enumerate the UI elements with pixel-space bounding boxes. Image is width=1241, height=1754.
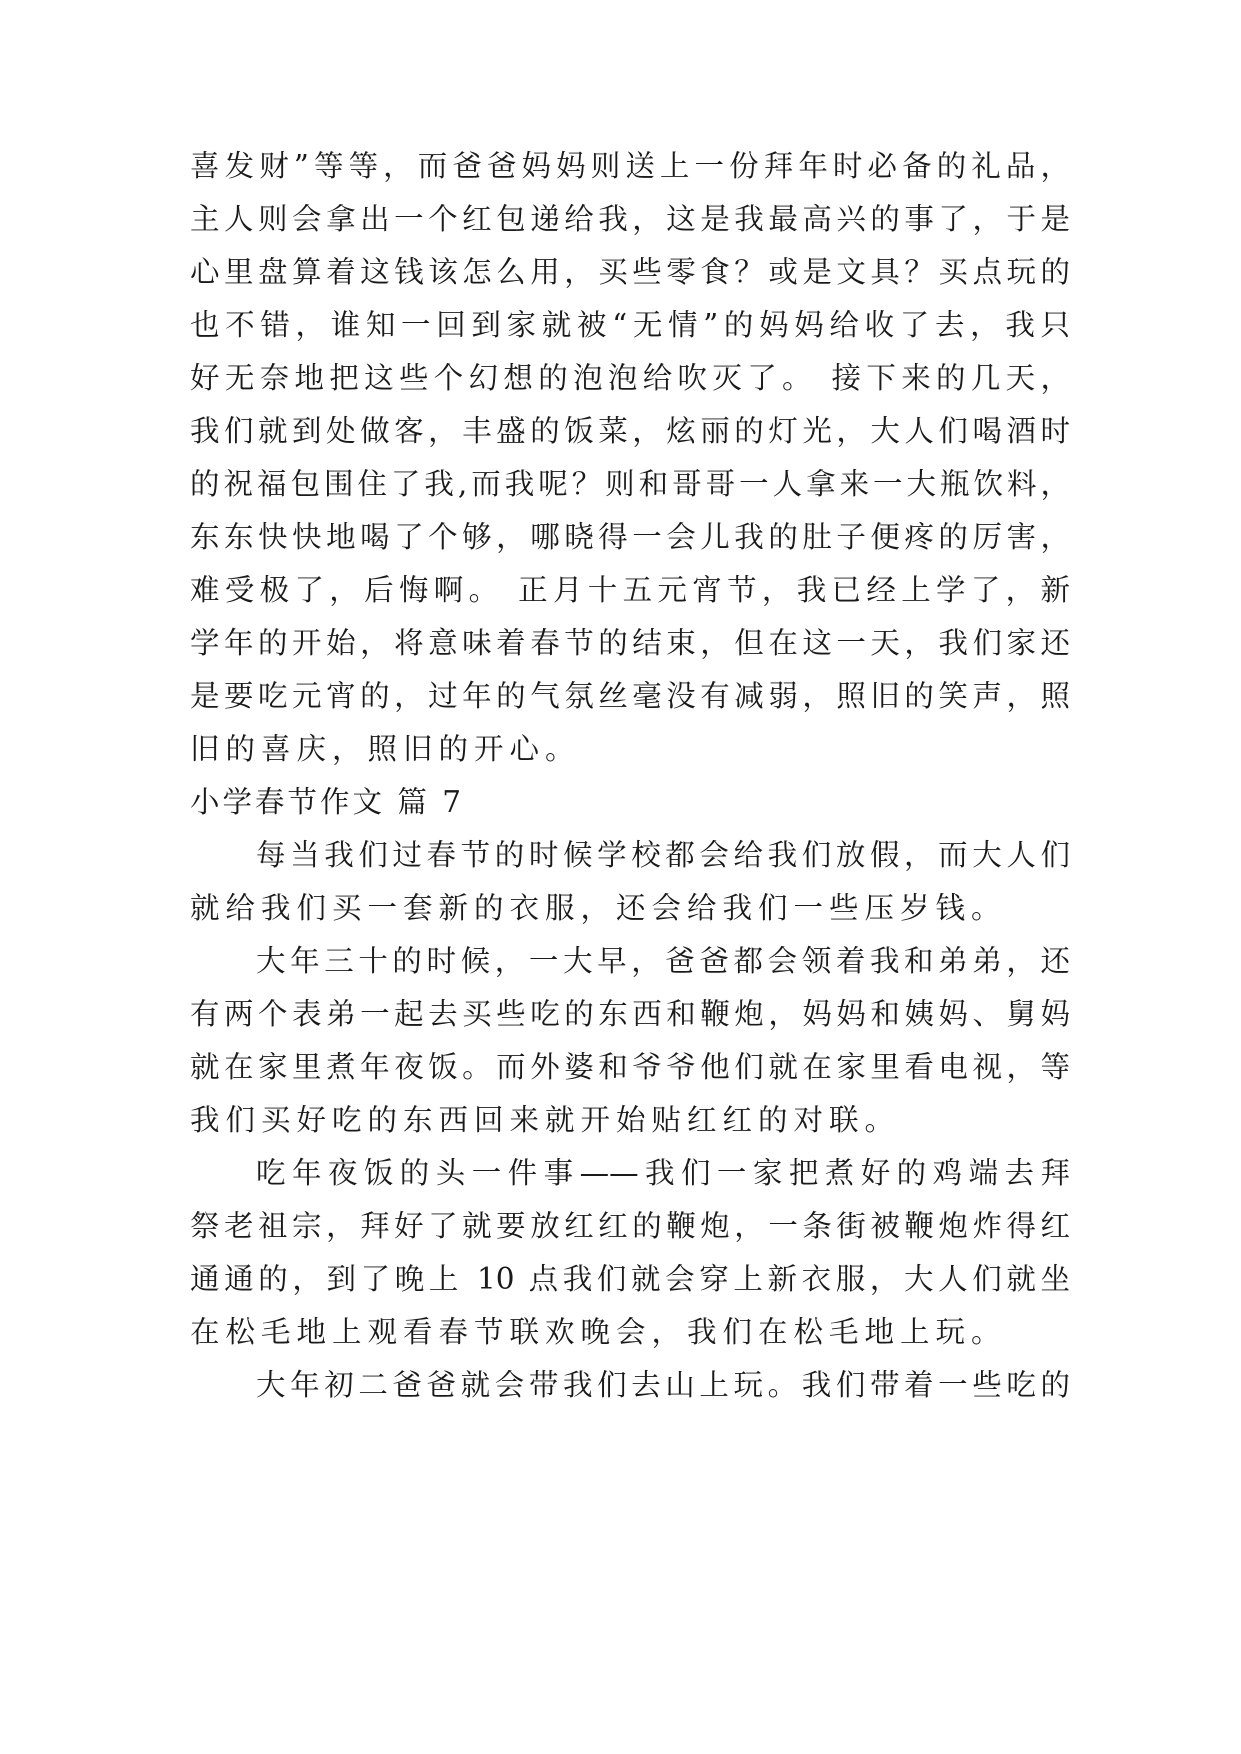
text-line: 大年初二爸爸就会带我们去山上玩。我们带着一些吃的 (256, 1368, 1070, 1402)
text-line: 我们买好吃的东西回来就开始贴红红的对联。 (190, 1103, 901, 1137)
text-line: 吃年夜饭的头一件事——我们一家把煮好的鸡端去拜 (256, 1156, 1070, 1190)
text-line: 在松毛地上观看春节联欢晚会，我们在松毛地上玩。 (190, 1315, 1007, 1349)
text-line: 祭老祖宗，拜好了就要放红红的鞭炮，一条街被鞭炮炸得红 (190, 1209, 1070, 1243)
text-line: 就在家里煮年夜饭。而外婆和爷爷他们就在家里看电视，等 (190, 1050, 1070, 1084)
text-line: 大年三十的时候，一大早，爸爸都会领着我和弟弟，还 (256, 944, 1070, 978)
text-line: 学年的开始，将意味着春节的结束，但在这一天，我们家还 (190, 626, 1070, 660)
text-line: 旧的喜庆，照旧的开心。 (190, 732, 581, 766)
text-line: 就给我们买一套新的衣服，还会给我们一些压岁钱。 (190, 891, 1007, 925)
text-line: 的祝福包围住了我,而我呢？则和哥哥一人拿来一大瓶饮料， (190, 467, 1070, 501)
text-line: 是要吃元宵的，过年的气氛丝毫没有减弱，照旧的笑声，照 (190, 679, 1070, 713)
text-line: 通通的，到了晚上 10 点我们就会穿上新衣服，大人们就坐 (190, 1262, 1070, 1296)
text-line: 每当我们过春节的时候学校都会给我们放假，而大人们 (256, 838, 1070, 872)
text-line: 主人则会拿出一个红包递给我，这是我最高兴的事了，于是 (190, 202, 1070, 236)
text-line: 心里盘算着这钱该怎么用，买些零食？或是文具？买点玩的 (190, 255, 1070, 289)
text-line: 我们就到处做客，丰盛的饭菜，炫丽的灯光，大人们喝酒时 (190, 414, 1070, 448)
text-line: 有两个表弟一起去买些吃的东西和鞭炮，妈妈和姨妈、舅妈 (190, 997, 1070, 1031)
text-line: 喜发财”等等，而爸爸妈妈则送上一份拜年时必备的礼品， (190, 149, 1070, 183)
text-line: 东东快快地喝了个够，哪晓得一会儿我的肚子便疼的厉害， (190, 520, 1070, 554)
text-line: 好无奈地把这些个幻想的泡泡给吹灭了。 接下来的几天， (190, 361, 1070, 395)
text-line: 难受极了，后悔啊。 正月十五元宵节，我已经上学了，新 (190, 573, 1070, 607)
section-heading: 小学春节作文 篇 7 (190, 785, 465, 819)
text-line: 也不错，谁知一回到家就被“无情”的妈妈给收了去，我只 (190, 308, 1070, 342)
